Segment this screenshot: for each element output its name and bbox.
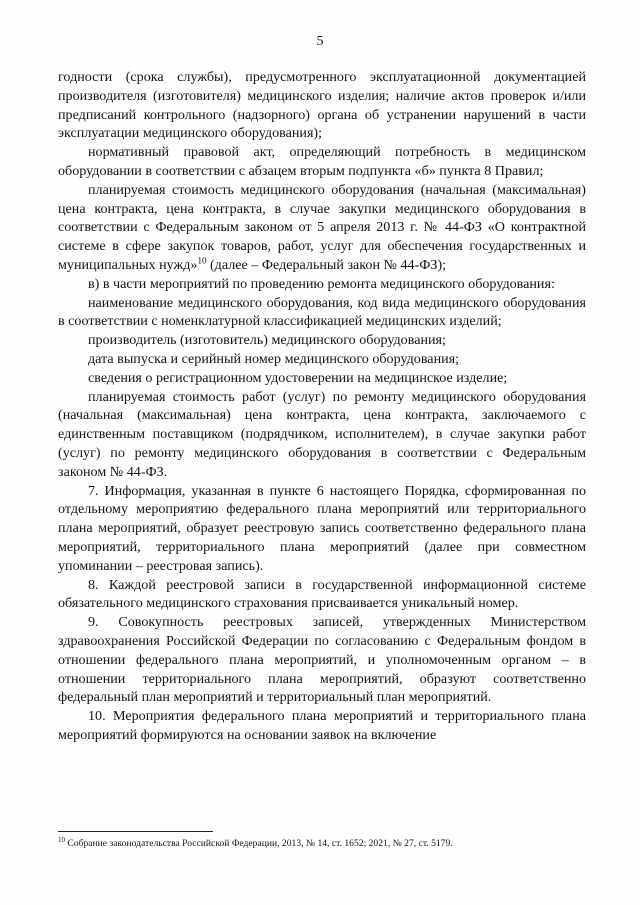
paragraph: 9. Совокупность реестровых записей, утвержденных Министерством здравоохранения Российской Федерации по согласованию с Федеральным фондом в отношении федерального плана мероприятий, и уполномоченным органом – в отношении территориального плана мероприятий, образуют соответственно федеральный план мероприятий и территориальный план мероприятий. xyxy=(58,614,586,706)
paragraph-text-tail: (далее – Федеральный закон № 44-ФЗ); xyxy=(206,256,447,273)
paragraph: 7. Информация, указанная в пункте 6 настоящего Порядка, сформированная по отдельному мероприятию федерального плана мероприятий или территориального плана мероприятий, образует реестровую запись соответственно федерального плана мероприятий, территориального плана мероприятий (далее при совместном упоминании – реестровая запись). xyxy=(58,482,586,574)
paragraph: годности (срока службы), предусмотренного эксплуатационной документацией производителя (изготовителя) медицинского изделия; наличие актов проверок и/или предписаний контрольного (надзорного) органа об устранении нарушений в части эксплуатации медицинского оборудования); xyxy=(58,69,586,142)
paragraph: производитель (изготовитель) медицинского оборудования; xyxy=(88,332,446,349)
footnote-text: Собрание законодательства Российской Федерации, 2013, № 14, ст. 1652; 2021, № 27, ст. 5179. xyxy=(65,838,453,849)
paragraph: дата выпуска и серийный номер медицинского оборудования; xyxy=(88,350,460,367)
footnote-reference[interactable]: 10 xyxy=(197,255,207,266)
paragraph xyxy=(58,181,586,275)
paragraph: сведения о регистрационном удостоверении на медицинское изделие; xyxy=(88,369,508,386)
paragraph: 8. Каждой реестровой записи в государственной информационной системе обязательного медицинского страхования присваивается уникальный номер. xyxy=(58,576,586,612)
paragraph: наименование медицинского оборудования, код вида медицинского оборудования в соответствии с номенклатурной классификацией медицинских изделий; xyxy=(58,294,586,330)
paragraph: 10. Мероприятия федерального плана мероприятий и территориального плана мероприятий формируются на основании заявок на включение xyxy=(58,708,586,743)
footnote xyxy=(58,835,586,850)
paragraph: нормативный правовой акт, определяющий потребность в медицинском оборудовании в соответствии с абзацем вторым подпункта «б» пункта 8 Правил; xyxy=(58,144,586,179)
footnote-divider xyxy=(58,831,213,832)
document-body xyxy=(58,68,586,745)
paragraph-text: планируемая стоимость медицинского оборудования (начальная (максимальная) цена контракта, цена контракта, в случае закупки медицинского оборудования в соответствии с Федеральным законом от 5 апреля 2013 г. № 44-ФЗ «О контрактной системе в сфере закупок товаров, работ, услуг для обеспечения государственных и муниципальных нужд» xyxy=(58,181,586,273)
paragraph: планируемая стоимость работ (услуг) по ремонту медицинского оборудования (начальная (максимальная) цена контракта, цена контракта, заключаемого с единственным поставщиком (подрядчиком, исполнителем), в случае закупки работ (услуг) по ремонту медицинского оборудования в соответствии с Федеральным законом № 44-ФЗ. xyxy=(58,388,586,480)
page-number: 5 xyxy=(316,34,324,49)
footnote-marker: 10 xyxy=(58,835,65,844)
paragraph: в) в части мероприятий по проведению ремонта медицинского оборудования: xyxy=(88,275,555,292)
